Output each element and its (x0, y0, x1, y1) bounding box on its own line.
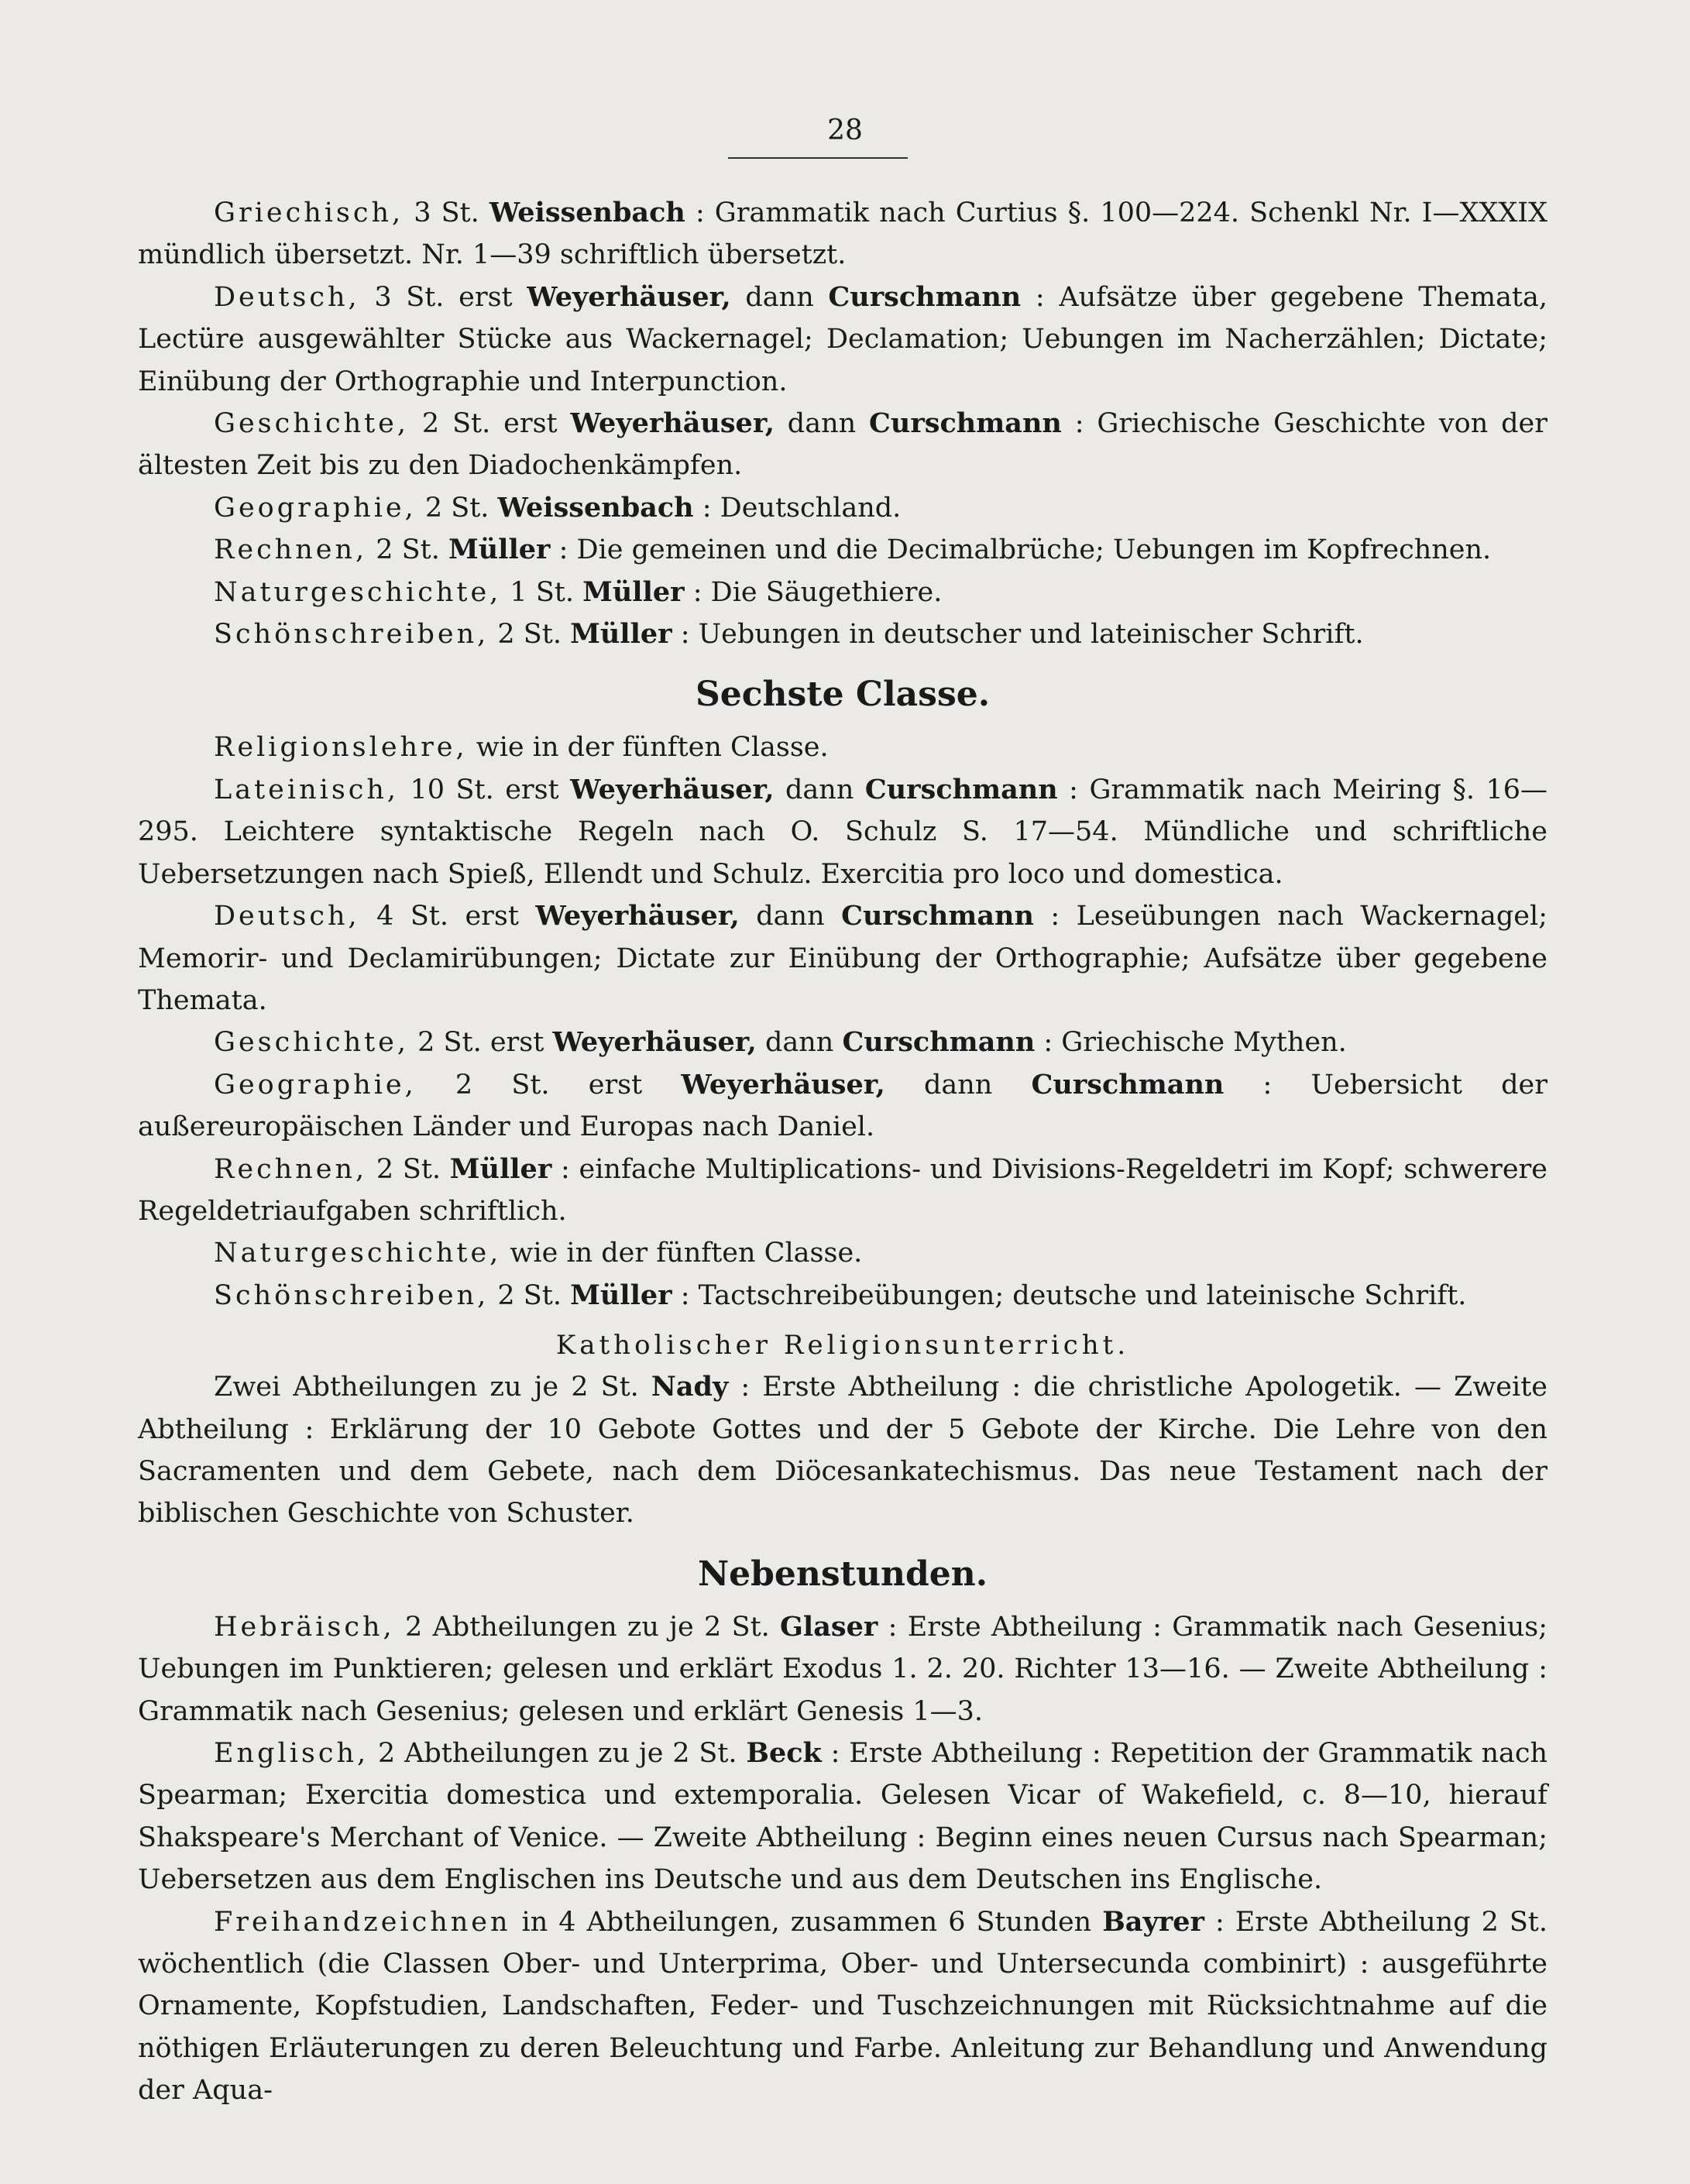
entry-hours: 2 St. (367, 1153, 450, 1185)
entry-description: : Erste Abtheilung 2 St. wöchentlich (die Classen Ober- und Unterprima, Ober- und Untersecunda combinirt) : ausgeführte Ornamente, Kopfstudien, Landschaften, Feder- und Tuschzeichnungen mit Rücksichtnahme auf die nöthigen Erläuterungen zu deren Beleuchtung und Farbe. Anleitung zur Behandlung und Anwendung der Aqua- (138, 1906, 1548, 2107)
entry-connector: dann (730, 281, 829, 313)
teacher-name: Weyerhäuser, (570, 407, 775, 440)
teacher-name: Bayrer (1102, 1905, 1204, 1938)
subject-name: Naturgeschichte, (214, 576, 502, 608)
entry-hours: Zwei Abtheilungen zu je 2 St. (214, 1372, 651, 1403)
subject-name: Lateinisch, (214, 774, 400, 805)
entry-connector: dann (774, 774, 865, 805)
subject-name: Rechnen, (214, 534, 368, 566)
entry-hours: 3 St. (404, 197, 489, 228)
entry-hours: 2 St. erst (409, 1027, 553, 1059)
teacher-name: Curschmann (1031, 1068, 1225, 1101)
subject-name: Naturgeschichte, (214, 1238, 502, 1269)
subject-name: Schönschreiben, (214, 619, 489, 651)
entry-description: : Erste Abtheilung : Repetition der Grammatik nach Spearman; Exercitia domestica und extemporalia. Gelesen Vicar of Wakefield, c. 8—10, hierauf Shakspeare's Merchant of Venice. — Zweite Abtheilung : Beginn eines neuen Cursus nach Spearman; Uebersetzen aus dem Englischen ins Deutsche und aus dem Deutschen ins Englische. (138, 1738, 1547, 1896)
section-heading: Sechste Classe. (695, 675, 991, 715)
teacher-name: Curschmann (869, 407, 1062, 440)
entry-hours: 2 St. (416, 492, 498, 524)
teacher-name: Curschmann (864, 773, 1058, 805)
subsection-heading: Katholischer Religionsunterricht. (555, 1330, 1130, 1362)
entry-hours: 10 St. erst (399, 774, 571, 805)
teacher-name: Müller (570, 618, 672, 651)
teacher-name: Weyerhäuser, (570, 773, 775, 805)
subject-name: Hebräisch, (214, 1611, 395, 1643)
subject-name: Schönschreiben, (214, 1279, 489, 1311)
teacher-name: Müller (448, 534, 551, 566)
entry-description: : Die Säugethiere. (684, 576, 943, 608)
entry-description: : Erste Abtheilung : Grammatik nach Gesenius; Uebungen im Punktieren; gelesen und erklärt Exodus 1. 2. 20. Richter 13—16. — Zweite Abtheilung : Grammatik nach Gesenius; gelesen und erklärt Genesis 1—3. (138, 1611, 1547, 1727)
teacher-name: Nady (651, 1371, 729, 1403)
entry-hours: 2 St. (367, 534, 448, 566)
teacher-name: Müller (582, 575, 685, 608)
entry-description: : Deutschland. (693, 492, 902, 524)
curriculum-entry (138, 1901, 1547, 2112)
teacher-name: Curschmann (841, 900, 1034, 932)
subject-name: Englisch, (214, 1738, 369, 1769)
entry-description: : Aufsätze über gegebene Themata, Lectüre ausgewählter Stücke aus Wackernagel; Declamation; Uebungen im Nacherzählen; Dictate; Einübung der Orthographie und Interpunction. (138, 281, 1547, 397)
section-heading: Nebenstunden. (697, 1554, 988, 1594)
teacher-name: Weissenbach (497, 491, 694, 524)
teacher-name: Weyerhäuser, (681, 1068, 885, 1101)
entry-connector: dann (739, 901, 842, 932)
subject-name: Geographie, (214, 492, 417, 524)
entry-description: : Leseübungen nach Wackernagel; Memorir- und Declamirübungen; Dictate zur Einübung der Orthographie; Aufsätze über gegebene Themata. (138, 901, 1547, 1016)
teacher-name: Weissenbach (489, 197, 685, 228)
entry-hours: 4 St. erst (359, 901, 536, 932)
curriculum-entry (138, 529, 1547, 571)
entry-description: : Uebungen in deutscher und lateinischer Schrift. (672, 619, 1364, 651)
curriculum-entry (138, 1022, 1547, 1063)
document-body (138, 192, 1547, 2112)
teacher-name: Weyerhäuser, (527, 280, 731, 313)
entry-description: : Grammatik nach Curtius §. 100—224. Schenkl Nr. I—XXXIX mündlich übersetzt. Nr. 1—39 schriftlich übersetzt. (138, 197, 1547, 271)
entry-description: : Die gemeinen und die Decimalbrüche; Uebungen im Kopfrechnen. (550, 534, 1492, 566)
entry-hours: 2 St. erst (409, 408, 571, 440)
curriculum-entry (138, 403, 1547, 487)
subject-name: Geographie, (214, 1069, 417, 1101)
subject-name: Deutsch, (214, 281, 360, 313)
curriculum-entry (138, 1064, 1547, 1149)
entry-description: : einfache Multiplications- und Divisions-Regeldetri im Kopf; schwerere Regeldetriaufgaben schriftlich. (138, 1153, 1547, 1227)
entry-description: : Tactschreibeübungen; deutsche und lateinische Schrift. (672, 1279, 1467, 1311)
teacher-name: Weyerhäuser, (552, 1026, 757, 1059)
subject-name: Geschichte, (214, 1027, 410, 1059)
curriculum-entry (138, 1275, 1547, 1317)
entry-hours: 2 St. (489, 1279, 571, 1311)
page-number-rule (728, 157, 908, 159)
subject-name: Griechisch, (214, 197, 404, 228)
teacher-name: Glaser (780, 1610, 878, 1643)
teacher-name: Curschmann (842, 1026, 1036, 1059)
curriculum-entry (138, 487, 1547, 529)
teacher-name: Müller (570, 1279, 672, 1311)
entry-hours: wie in der fünften Classe. (467, 732, 829, 764)
entry-connector: dann (756, 1027, 843, 1059)
curriculum-entry (138, 1366, 1547, 1535)
teacher-name: Weyerhäuser, (535, 900, 740, 932)
entry-hours: 1 St. (501, 576, 583, 608)
curriculum-entry (138, 192, 1547, 276)
page-number: 28 (827, 115, 863, 146)
curriculum-entry (138, 613, 1547, 655)
entry-hours: 3 St. erst (359, 281, 527, 313)
teacher-name: Beck (746, 1737, 822, 1769)
entry-description: : Uebersicht der außereuropäischen Länder und Europas nach Daniel. (138, 1069, 1547, 1143)
curriculum-entry (138, 572, 1547, 613)
entry-description: : Griechische Mythen. (1035, 1027, 1347, 1059)
entry-hours: in 4 Abtheilungen, zusammen 6 Stunden (510, 1906, 1103, 1938)
curriculum-entry (138, 1232, 1547, 1274)
entry-hours: 2 Abtheilungen zu je 2 St. (369, 1738, 747, 1769)
teacher-name: Müller (449, 1152, 552, 1185)
curriculum-entry (138, 726, 1547, 768)
entry-hours: 2 St. (489, 619, 571, 651)
entry-hours: wie in der fünften Classe. (501, 1238, 863, 1269)
curriculum-entry (138, 1606, 1547, 1732)
entry-description: : Erste Abtheilung : die christliche Apologetik. — Zweite Abtheilung : Erklärung der 10 Gebote Gottes und der 5 Gebote der Kirche. Die Lehre von den Sacramenten und dem Gebete, nach dem Diöcesankatechismus. Das neue Testament nach der biblischen Geschichte von Schuster. (138, 1372, 1547, 1530)
curriculum-entry (138, 1149, 1547, 1233)
subject-name: Religionslehre, (214, 732, 468, 764)
subject-name: Rechnen, (214, 1153, 368, 1185)
entry-hours: 2 Abtheilungen zu je 2 St. (394, 1611, 781, 1643)
subject-name: Deutsch, (214, 901, 360, 932)
subject-name: Geschichte, (214, 408, 410, 440)
curriculum-entry (138, 276, 1547, 403)
entry-connector: dann (885, 1069, 1032, 1101)
entry-connector: dann (774, 408, 870, 440)
entry-description: : Griechische Geschichte von der ältesten Zeit bis zu den Diadochenkämpfen. (138, 408, 1547, 482)
curriculum-entry (138, 895, 1547, 1022)
curriculum-entry (138, 769, 1547, 895)
teacher-name: Curschmann (828, 280, 1022, 313)
entry-hours: 2 St. erst (416, 1069, 682, 1101)
entry-description: : Grammatik nach Meiring §. 16—295. Leichtere syntaktische Regeln nach O. Schulz S. 17—54. Mündliche und schriftliche Uebersetzungen nach Spieß, Ellendt und Schulz. Exercitia pro loco und domestica. (138, 774, 1547, 890)
subject-name: Freihandzeichnen (214, 1906, 511, 1938)
curriculum-entry (138, 1732, 1547, 1901)
